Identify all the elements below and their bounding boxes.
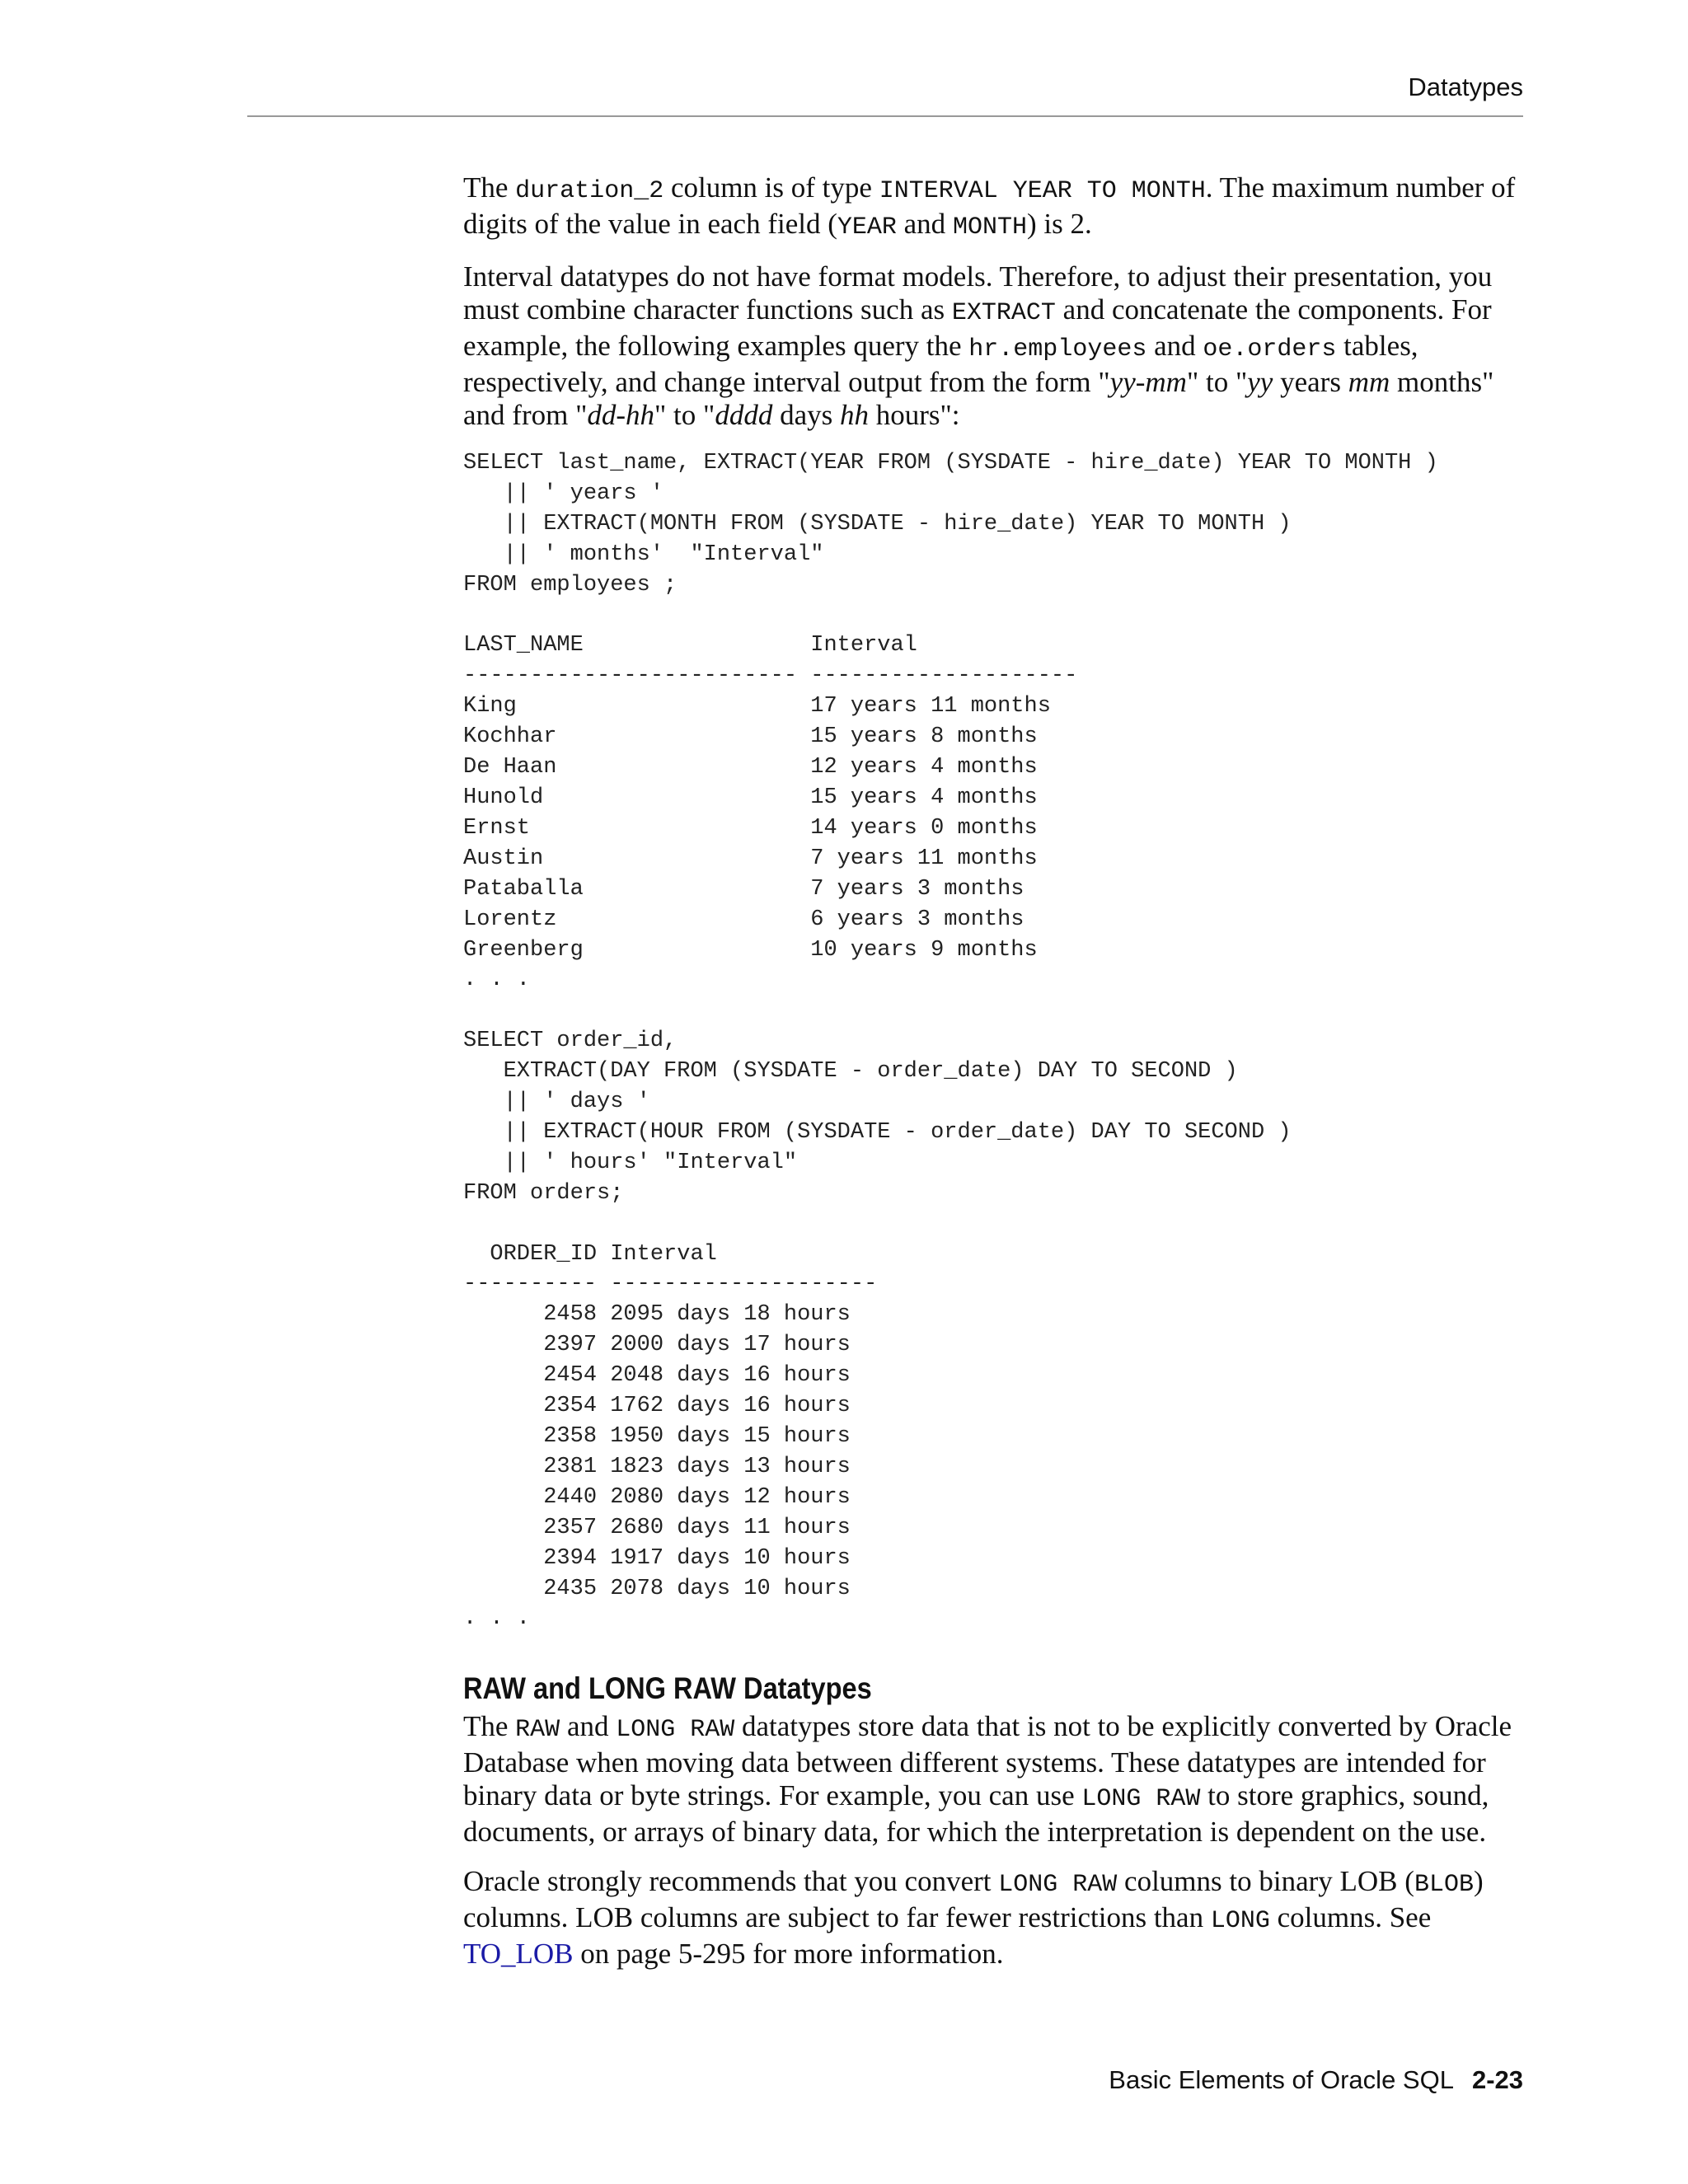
text: days	[772, 399, 840, 431]
text: " to "	[654, 399, 715, 431]
to-lob-link[interactable]: TO_LOB	[463, 1938, 574, 1971]
text: " to "	[1186, 366, 1248, 398]
code-term: oe.orders	[1203, 335, 1337, 363]
text: ) is 2.	[1026, 208, 1092, 240]
text: ) columns. LOB columns are subject to far fewer restrictions than	[463, 1865, 1484, 1934]
code-term: MONTH	[952, 213, 1027, 241]
paragraph-raw-datatypes	[463, 1710, 1526, 1849]
header-rule	[247, 115, 1523, 117]
code-term: duration_2	[515, 177, 664, 205]
text: column is of type	[663, 171, 879, 204]
code-term: INTERVAL YEAR TO MONTH	[879, 177, 1206, 205]
text: columns to binary LOB (	[1117, 1865, 1414, 1898]
text: datatypes store data that is not to be explicitly converted by Oracle Database when moving data between different systems. These datatypes are intended for binary data or byte strings. For example, you can use	[463, 1710, 1512, 1812]
text: The	[463, 1710, 516, 1743]
text: Oracle strongly recommends that you convert	[463, 1865, 999, 1898]
text: and	[560, 1710, 617, 1743]
text: The	[463, 171, 516, 204]
italic-term: dd-hh	[587, 399, 655, 431]
code-term: YEAR	[837, 213, 897, 241]
text: to store graphics, sound, documents, or arrays of binary data, for which the interpretation is dependent on the use.	[463, 1779, 1489, 1849]
italic-term: mm	[1348, 366, 1390, 398]
text: . The maximum number of digits of the value in each field (	[463, 171, 1516, 240]
paragraph-lob-recommendation	[463, 1865, 1526, 1971]
text: Interval datatypes do not have format models. Therefore, to adjust their presentation, you must combine character functions such as	[463, 260, 1493, 326]
page-content	[463, 171, 1526, 1987]
footer-title: Basic Elements of Oracle SQL	[1109, 2065, 1454, 2094]
code-term: LONG RAW	[998, 1871, 1118, 1900]
code-term: hr.employees	[968, 335, 1147, 363]
text: columns. See	[1269, 1901, 1432, 1934]
text: tables, respectively, and change interval output from the form "	[463, 330, 1418, 398]
code-term: LONG	[1210, 1907, 1270, 1936]
text: hours":	[868, 399, 960, 431]
text: months" and from "	[463, 366, 1494, 431]
text: years	[1273, 366, 1348, 398]
text: and	[1146, 330, 1203, 362]
italic-term: yy-mm	[1109, 366, 1187, 398]
paragraph-interval-format	[463, 260, 1526, 432]
text: and concatenate the components. For example, the following examples query the	[463, 293, 1492, 362]
code-term: RAW	[515, 1716, 560, 1745]
code-term: LONG RAW	[1081, 1785, 1201, 1814]
running-footer	[1109, 2065, 1523, 2095]
code-term: BLOB	[1414, 1871, 1474, 1900]
running-header: Datatypes	[1408, 73, 1523, 101]
code-term: LONG RAW	[616, 1716, 735, 1745]
text: and	[896, 208, 953, 240]
text: on page 5-295 for more information.	[573, 1938, 1004, 1971]
section-heading: RAW and LONG RAW Datatypes	[463, 1671, 872, 1706]
paragraph-duration-2	[463, 171, 1526, 244]
page-number: 2-23	[1471, 2065, 1523, 2094]
italic-term: yy	[1247, 366, 1273, 398]
code-example-block: SELECT last_name, EXTRACT(YEAR FROM (SYSDATE - hire_date) YEAR TO MONTH ) || ' years ' || EXTRACT(MONTH FROM (SYSDATE - hire_date) YEAR TO MONTH ) || ' months' "Interval" FROM employees ; LAST_NAME Interval ------------------------- -------------------- King 17 years 11 months Kochhar 15 years 8 months De Haan 12 years 4 months Hunold 15 years 4 months Ernst 14 years 0 months Austin 7 years 11 months Pataballa 7 years 3 months Lorentz 6 years 3 months Greenberg 10 years 9 months . . . SELECT order_id, EXTRACT(DAY FROM (SYSDATE - order_date) DAY TO SECOND ) || ' days ' || EXTRACT(HOUR FROM (SYSDATE - order_date) DAY TO SECOND ) || ' hours' "Interval" FROM orders; ORDER_ID Interval ---------- -------------------- 2458 2095 days 18 hours 2397 2000 days 17 hours 2454 2048 days 16 hours 2354 1762 days 16 hours 2358 1950 days 15 hours 2381 1823 days 13 hours 2440 2080 days 12 hours 2357 2680 days 11 hours 2394 1917 days 10 hours 2435 2078 days 10 hours . . .	[463, 451, 1438, 1632]
italic-term: hh	[839, 399, 869, 431]
italic-term: dddd	[715, 399, 773, 431]
code-term: EXTRACT	[951, 299, 1056, 327]
